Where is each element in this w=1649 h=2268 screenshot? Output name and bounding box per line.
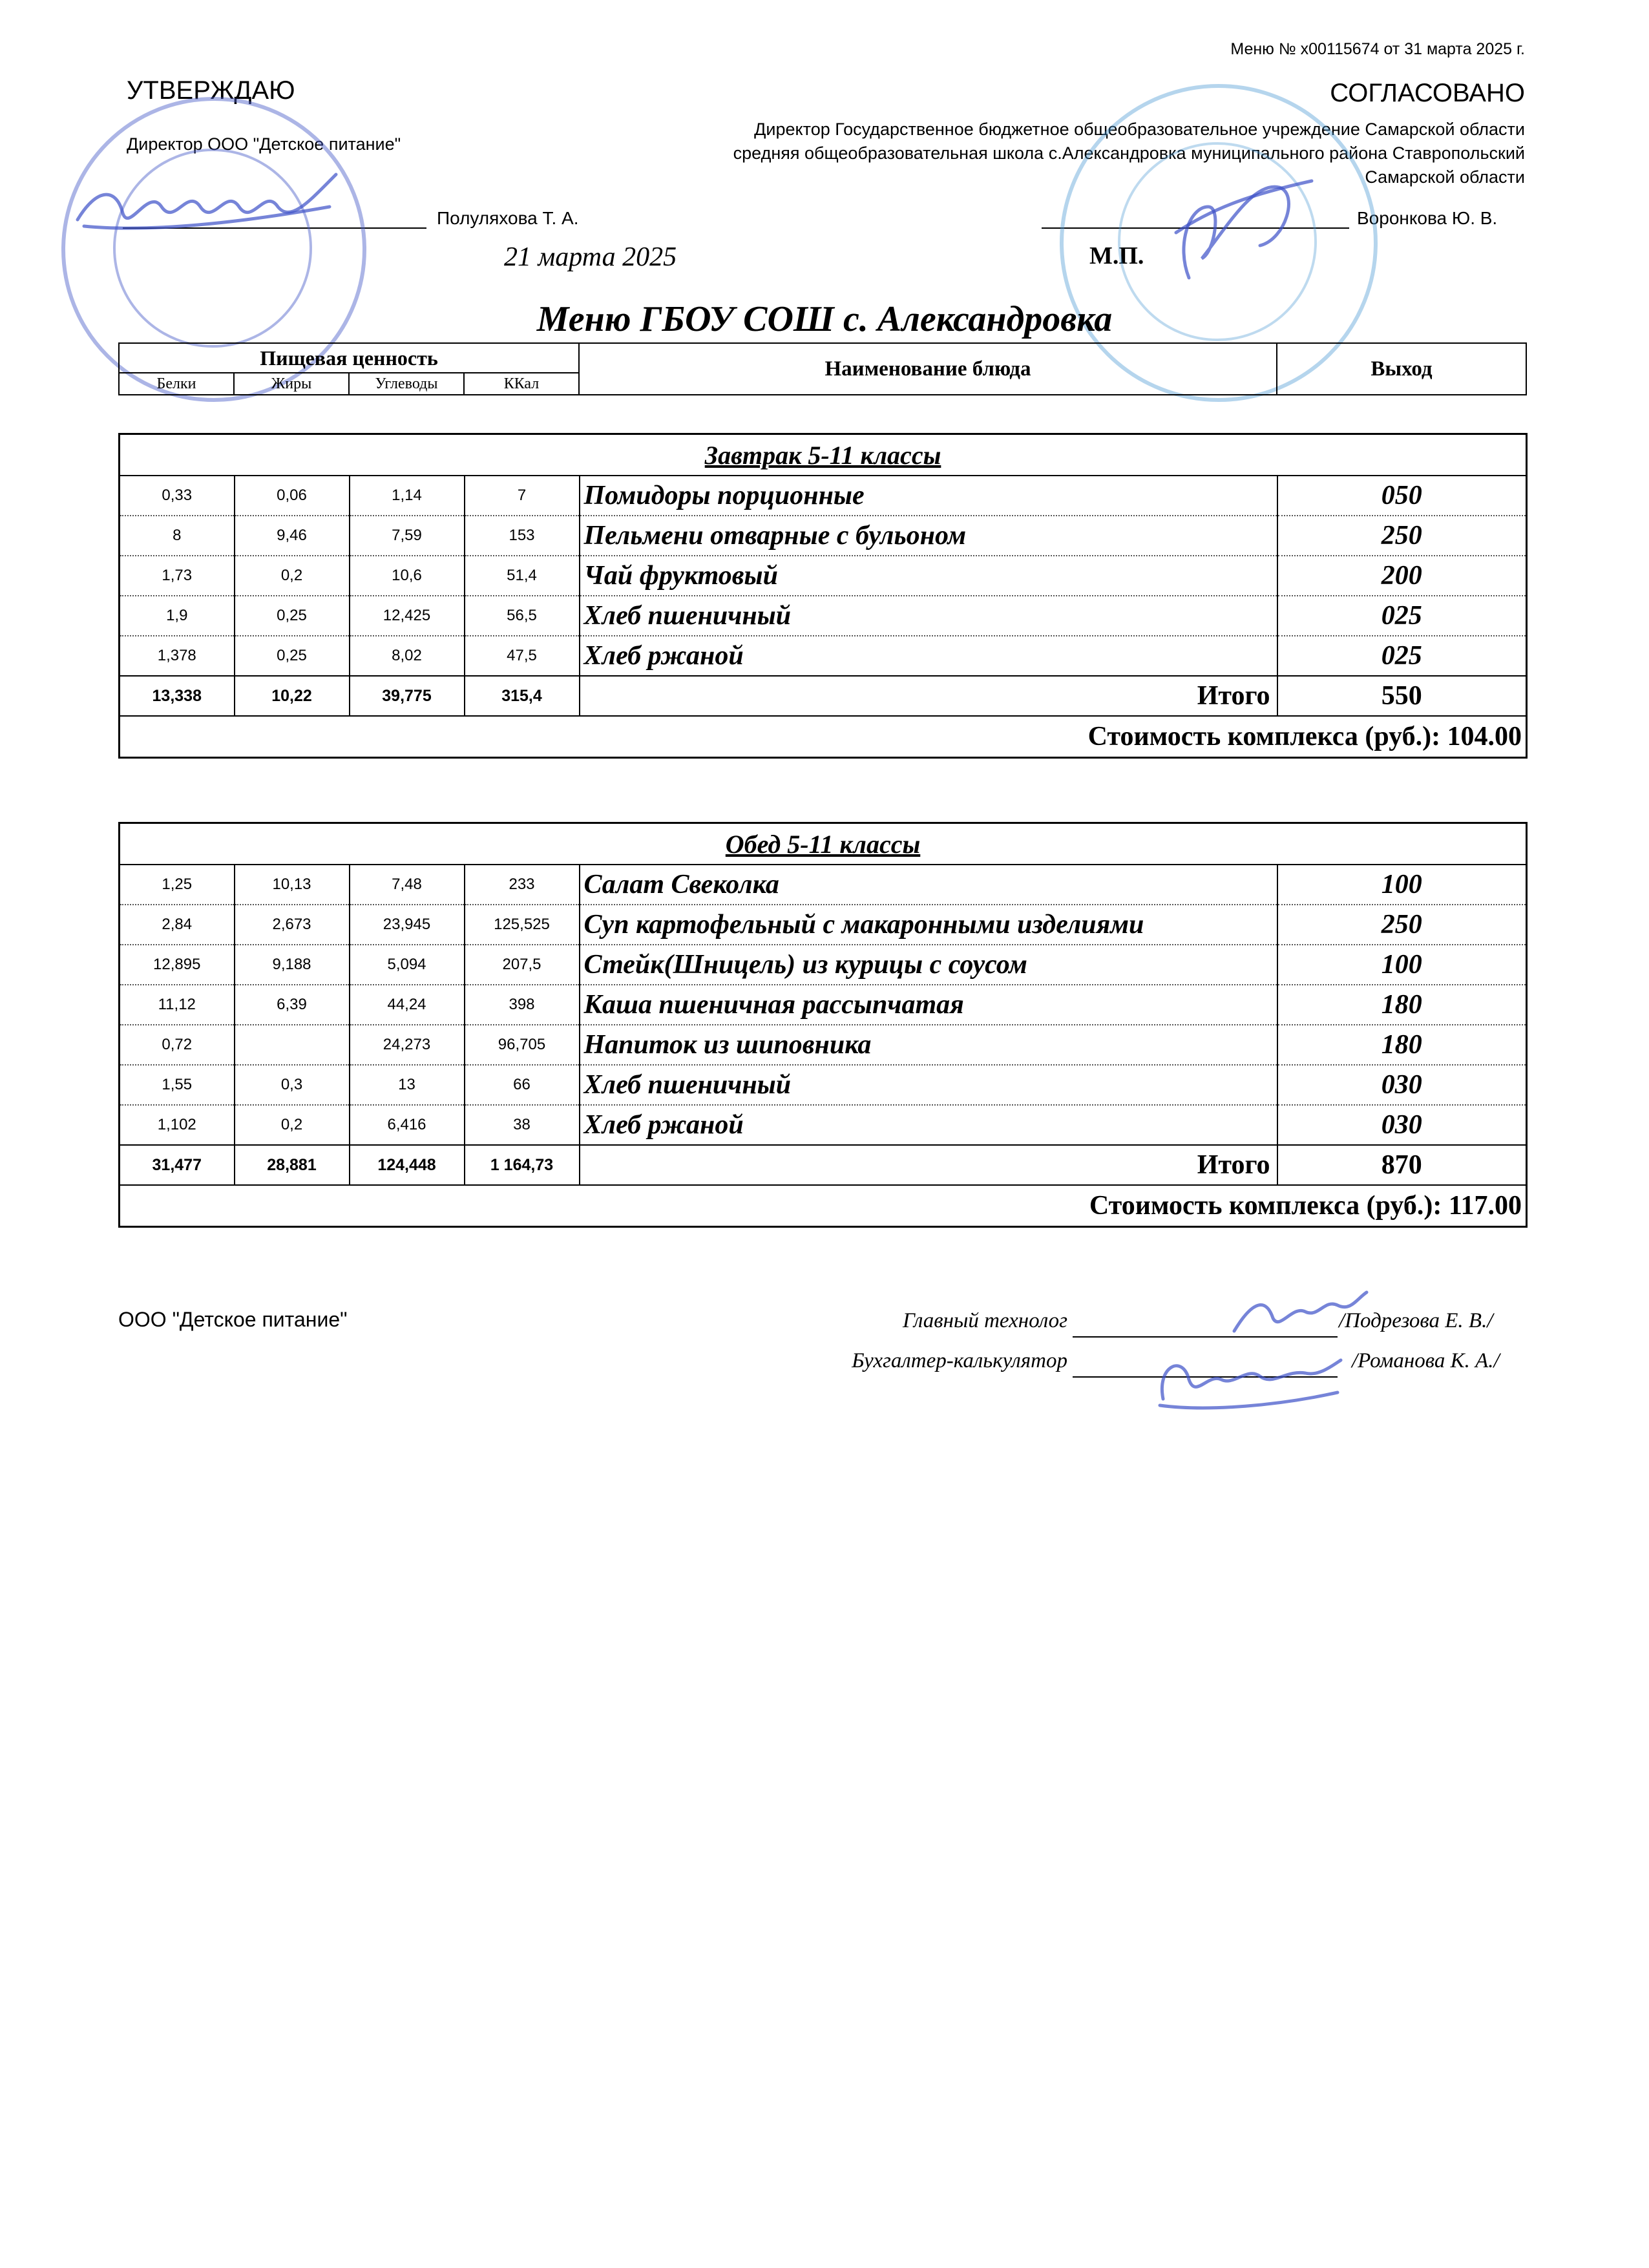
kcal-cell: 125,525 bbox=[465, 905, 580, 945]
proteins-cell: 2,84 bbox=[120, 905, 235, 945]
kcal-cell: 47,5 bbox=[465, 636, 580, 676]
breakfast-section bbox=[118, 433, 1528, 759]
fats-cell: 0,06 bbox=[235, 476, 350, 516]
accountant-signature bbox=[1150, 1341, 1344, 1418]
table-row bbox=[120, 476, 1527, 516]
header-kcal: ККал bbox=[464, 373, 579, 395]
proteins-cell: 8 bbox=[120, 516, 235, 556]
table-row bbox=[120, 865, 1527, 905]
carbs-cell: 8,02 bbox=[350, 636, 465, 676]
proteins-cell: 1,378 bbox=[120, 636, 235, 676]
fats-cell bbox=[235, 1025, 350, 1065]
carbs-cell: 12,425 bbox=[350, 596, 465, 636]
complex-cost: Стоимость комплекса (руб.): 104.00 bbox=[1087, 722, 1522, 751]
output-cell: 200 bbox=[1277, 556, 1527, 596]
header-output: Выход bbox=[1277, 343, 1526, 395]
proteins-cell: 0,72 bbox=[120, 1025, 235, 1065]
carbs-cell: 5,094 bbox=[350, 945, 465, 985]
total-fats: 10,22 bbox=[235, 676, 350, 716]
dish-name: Хлеб пшеничный bbox=[580, 596, 1277, 636]
table-row bbox=[120, 1025, 1527, 1065]
carbs-cell: 44,24 bbox=[350, 985, 465, 1025]
output-cell: 030 bbox=[1277, 1065, 1527, 1105]
output-cell: 250 bbox=[1277, 516, 1527, 556]
output-cell: 180 bbox=[1277, 1025, 1527, 1065]
output-cell: 180 bbox=[1277, 985, 1527, 1025]
footer-company: ООО "Детское питание" bbox=[118, 1308, 348, 1331]
agree-position: Директор Государственное бюджетное общеобразовательное учреждение Самарской области средняя общеобразовательная школа с.Александровка муниципального района Ставропольский Самарской области bbox=[733, 120, 1525, 187]
table-row bbox=[120, 636, 1527, 676]
technologist-name: /Подрезова Е. В./ bbox=[1339, 1309, 1493, 1332]
kcal-cell: 51,4 bbox=[465, 556, 580, 596]
kcal-cell: 153 bbox=[465, 516, 580, 556]
carbs-cell: 7,48 bbox=[350, 865, 465, 905]
kcal-cell: 96,705 bbox=[465, 1025, 580, 1065]
header-proteins: Белки bbox=[119, 373, 234, 395]
total-carbs: 39,775 bbox=[350, 676, 465, 716]
total-proteins: 31,477 bbox=[120, 1145, 235, 1185]
total-output: 870 bbox=[1277, 1145, 1527, 1185]
accountant-name: /Романова К. А./ bbox=[1352, 1349, 1500, 1372]
fats-cell: 0,25 bbox=[235, 636, 350, 676]
kcal-cell: 66 bbox=[465, 1065, 580, 1105]
total-label: Итого bbox=[580, 676, 1277, 716]
table-row bbox=[120, 1105, 1527, 1145]
header-nutrition: Пищевая ценность bbox=[119, 343, 579, 373]
fats-cell: 0,2 bbox=[235, 556, 350, 596]
proteins-cell: 12,895 bbox=[120, 945, 235, 985]
proteins-cell: 0,33 bbox=[120, 476, 235, 516]
fats-cell: 9,46 bbox=[235, 516, 350, 556]
carbs-cell: 24,273 bbox=[350, 1025, 465, 1065]
breakfast-title: Завтрак 5-11 классы bbox=[120, 434, 1527, 476]
total-row bbox=[120, 676, 1527, 716]
dish-name: Пельмени отварные с бульоном bbox=[580, 516, 1277, 556]
dish-name: Хлеб ржаной bbox=[580, 1105, 1277, 1145]
kcal-cell: 233 bbox=[465, 865, 580, 905]
output-cell: 030 bbox=[1277, 1105, 1527, 1145]
stamp-place-mark: М.П. bbox=[1089, 242, 1144, 269]
dish-name: Салат Свеколка bbox=[580, 865, 1277, 905]
kcal-cell: 398 bbox=[465, 985, 580, 1025]
approve-name: Полуляхова Т. А. bbox=[437, 208, 579, 228]
output-cell: 025 bbox=[1277, 636, 1527, 676]
table-row bbox=[120, 945, 1527, 985]
complex-cost: Стоимость комплекса (руб.): 117.00 bbox=[1089, 1191, 1522, 1221]
proteins-cell: 1,73 bbox=[120, 556, 235, 596]
dish-name: Напиток из шиповника bbox=[580, 1025, 1277, 1065]
header-fats: Жиры bbox=[234, 373, 349, 395]
fats-cell: 6,39 bbox=[235, 985, 350, 1025]
table-row bbox=[120, 985, 1527, 1025]
menu-reference: Меню № х00115674 от 31 марта 2025 г. bbox=[1230, 40, 1525, 58]
total-kcal: 315,4 bbox=[465, 676, 580, 716]
total-kcal: 1 164,73 bbox=[465, 1145, 580, 1185]
approve-date: 21 марта 2025 bbox=[504, 242, 677, 272]
table-row bbox=[120, 1065, 1527, 1105]
lunch-title: Обед 5-11 классы bbox=[120, 823, 1527, 865]
carbs-cell: 1,14 bbox=[350, 476, 465, 516]
table-row bbox=[120, 596, 1527, 636]
fats-cell: 0,3 bbox=[235, 1065, 350, 1105]
carbs-cell: 13 bbox=[350, 1065, 465, 1105]
fats-cell: 2,673 bbox=[235, 905, 350, 945]
dish-name: Хлеб ржаной bbox=[580, 636, 1277, 676]
accountant-role: Бухгалтер-калькулятор bbox=[852, 1349, 1067, 1372]
proteins-cell: 1,9 bbox=[120, 596, 235, 636]
carbs-cell: 6,416 bbox=[350, 1105, 465, 1145]
technologist-role: Главный технолог bbox=[902, 1309, 1067, 1332]
left-signature bbox=[71, 162, 342, 252]
approve-title: УТВЕРЖДАЮ bbox=[127, 76, 295, 105]
fats-cell: 9,188 bbox=[235, 945, 350, 985]
document-title: Меню ГБОУ СОШ с. Александровка bbox=[536, 299, 1113, 339]
carbs-cell: 10,6 bbox=[350, 556, 465, 596]
right-signature bbox=[1150, 168, 1318, 284]
proteins-cell: 1,25 bbox=[120, 865, 235, 905]
table-row bbox=[120, 905, 1527, 945]
output-cell: 025 bbox=[1277, 596, 1527, 636]
output-cell: 100 bbox=[1277, 945, 1527, 985]
carbs-cell: 7,59 bbox=[350, 516, 465, 556]
table-row bbox=[120, 516, 1527, 556]
agree-title: СОГЛАСОВАНО bbox=[1330, 79, 1525, 107]
proteins-cell: 1,102 bbox=[120, 1105, 235, 1145]
total-proteins: 13,338 bbox=[120, 676, 235, 716]
total-label: Итого bbox=[580, 1145, 1277, 1185]
fats-cell: 10,13 bbox=[235, 865, 350, 905]
output-cell: 250 bbox=[1277, 905, 1527, 945]
carbs-cell: 23,945 bbox=[350, 905, 465, 945]
technologist-signature bbox=[1228, 1286, 1370, 1344]
total-carbs: 124,448 bbox=[350, 1145, 465, 1185]
dish-name: Стейк(Шницель) из курицы с соусом bbox=[580, 945, 1277, 985]
kcal-cell: 38 bbox=[465, 1105, 580, 1145]
dish-name: Хлеб пшеничный bbox=[580, 1065, 1277, 1105]
kcal-cell: 7 bbox=[465, 476, 580, 516]
proteins-cell: 11,12 bbox=[120, 985, 235, 1025]
output-cell: 100 bbox=[1277, 865, 1527, 905]
kcal-cell: 56,5 bbox=[465, 596, 580, 636]
dish-name: Помидоры порционные bbox=[580, 476, 1277, 516]
table-row bbox=[120, 556, 1527, 596]
header-carbs: Углеводы bbox=[349, 373, 464, 395]
proteins-cell: 1,55 bbox=[120, 1065, 235, 1105]
header-dish: Наименование блюда bbox=[579, 343, 1277, 395]
output-cell: 050 bbox=[1277, 476, 1527, 516]
fats-cell: 0,2 bbox=[235, 1105, 350, 1145]
lunch-section bbox=[118, 822, 1528, 1228]
approve-position: Директор ООО "Детское питание" bbox=[127, 134, 401, 154]
dish-name: Каша пшеничная рассыпчатая bbox=[580, 985, 1277, 1025]
total-fats: 28,881 bbox=[235, 1145, 350, 1185]
dish-name: Чай фруктовый bbox=[580, 556, 1277, 596]
kcal-cell: 207,5 bbox=[465, 945, 580, 985]
total-output: 550 bbox=[1277, 676, 1527, 716]
dish-name: Суп картофельный с макаронными изделиями bbox=[580, 905, 1277, 945]
fats-cell: 0,25 bbox=[235, 596, 350, 636]
column-header-table bbox=[118, 342, 1527, 395]
total-row bbox=[120, 1145, 1527, 1185]
agree-name: Воронкова Ю. В. bbox=[1357, 208, 1498, 228]
